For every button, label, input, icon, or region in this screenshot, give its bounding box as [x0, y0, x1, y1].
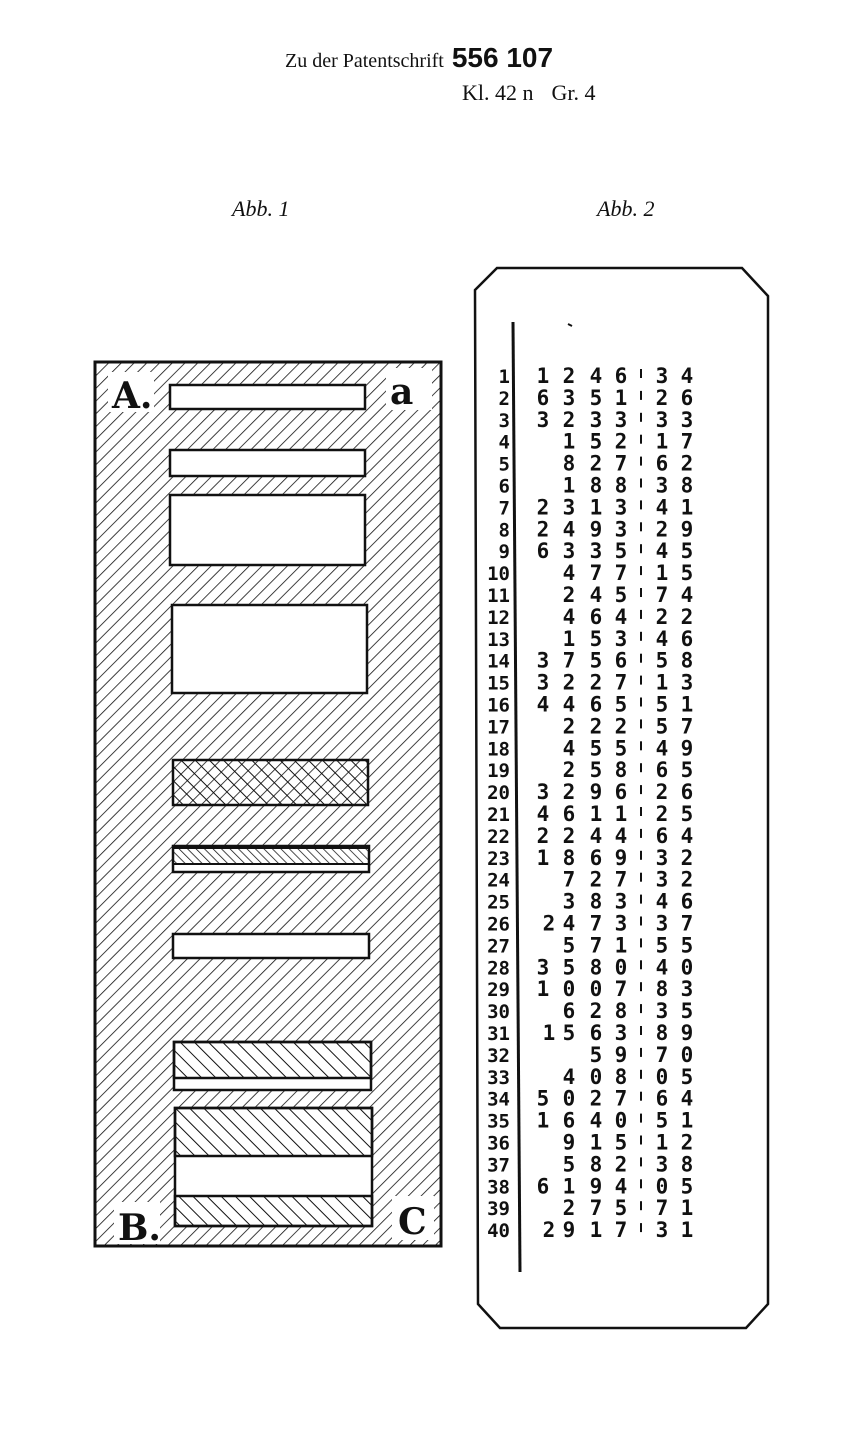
- table-cell: 7: [614, 561, 628, 586]
- row-index: 27: [487, 935, 510, 958]
- table-cell: 3: [562, 495, 576, 520]
- row-index: 36: [487, 1132, 510, 1155]
- hatched-field: [175, 1196, 372, 1226]
- table-cell: 5: [680, 561, 694, 586]
- row-index: 3: [498, 409, 510, 432]
- table-cell: 6: [680, 780, 694, 805]
- table-cell: 8: [562, 451, 576, 476]
- table-cell: 2: [542, 1218, 556, 1243]
- table-cell: 5: [680, 999, 694, 1024]
- table-cell: 1: [562, 429, 576, 454]
- table-cell: 2: [614, 429, 628, 454]
- table-cell: 3: [680, 407, 694, 432]
- table-cell: 4: [680, 1086, 694, 1111]
- table-cell: 4: [562, 692, 576, 717]
- table-cell: 7: [614, 867, 628, 892]
- table-cell: 7: [589, 933, 603, 958]
- table-cell: 3: [589, 539, 603, 564]
- table-cell: 5: [614, 583, 628, 607]
- row-index: 22: [487, 825, 510, 848]
- table-cell: 9: [562, 1130, 576, 1155]
- table-cell: 4: [680, 364, 694, 388]
- patent-number: 556 107: [451, 42, 554, 73]
- table-cell: 5: [655, 692, 669, 717]
- table-cell: 2: [536, 495, 550, 520]
- table-cell: 2: [655, 517, 669, 542]
- table-cell: 4: [680, 823, 694, 848]
- table-cell: 2: [589, 670, 603, 695]
- table-cell: 1: [542, 1021, 556, 1045]
- table-cell: 1: [680, 495, 694, 520]
- table-cell: 3: [614, 889, 628, 914]
- table-cell: 5: [589, 736, 603, 761]
- table-cell: 8: [680, 473, 694, 498]
- table-cell: 9: [680, 517, 694, 542]
- table-cell: 7: [655, 1196, 669, 1221]
- table-cell: 7: [655, 1042, 669, 1067]
- table-cell: 5: [655, 714, 669, 739]
- table-cell: 4: [655, 626, 669, 651]
- table-cell: 2: [562, 780, 576, 805]
- table-cell: 3: [614, 495, 628, 520]
- table-cell: 3: [614, 1021, 628, 1045]
- table-cell: 6: [589, 604, 603, 629]
- table-cell: 5: [680, 802, 694, 826]
- table-cell: 5: [589, 1042, 603, 1067]
- table-cell: 1: [562, 626, 576, 651]
- row-index: 20: [487, 782, 510, 805]
- table-cell: 3: [614, 407, 628, 432]
- table-cell: 2: [589, 999, 603, 1024]
- table-cell: 9: [589, 780, 603, 805]
- table-cell: 0: [680, 1042, 694, 1067]
- table-cell: 1: [589, 802, 603, 826]
- table-cell: 1: [589, 495, 603, 520]
- table-cell: 1: [655, 561, 669, 586]
- table-cell: 0: [614, 955, 628, 980]
- table-cell: 2: [589, 867, 603, 892]
- table-cell: 5: [680, 1064, 694, 1089]
- table-cell: 1: [536, 977, 550, 1002]
- row-index: 39: [487, 1198, 510, 1221]
- table-cell: 4: [655, 539, 669, 564]
- row-index: 31: [487, 1023, 510, 1045]
- table-cell: 2: [655, 802, 669, 826]
- table-cell: 3: [614, 911, 628, 936]
- table-cell: 2: [680, 867, 694, 892]
- table-cell: 3: [655, 867, 669, 892]
- table-cell: 6: [655, 1086, 669, 1111]
- table-cell: 7: [589, 1196, 603, 1221]
- table-cell: 5: [614, 1196, 628, 1221]
- figure1-card: [95, 362, 441, 1249]
- table-cell: 5: [680, 539, 694, 564]
- window-slot: [170, 385, 365, 409]
- table-cell: 6: [536, 539, 550, 564]
- table-cell: 1: [655, 1130, 669, 1155]
- table-cell: 8: [589, 1152, 603, 1177]
- table-cell: 1: [536, 1108, 550, 1133]
- hatched-field: [174, 1042, 371, 1078]
- table-cell: 7: [589, 911, 603, 936]
- index-divider: [513, 322, 520, 1272]
- row-index: 16: [487, 694, 510, 717]
- table-cell: 6: [655, 451, 669, 476]
- table-cell: 3: [536, 780, 550, 805]
- table-cell: 5: [655, 933, 669, 958]
- table-cell: 2: [562, 583, 576, 607]
- table-cell: 9: [680, 1021, 694, 1045]
- table-cell: 7: [614, 1086, 628, 1111]
- row-index: 28: [487, 957, 510, 980]
- window-slot: [173, 934, 369, 958]
- row-index: 2: [498, 387, 510, 410]
- table-cell: 2: [562, 714, 576, 739]
- table-cell: 2: [655, 780, 669, 805]
- row-index: 32: [487, 1044, 510, 1067]
- row-index: 26: [487, 913, 510, 936]
- table-cell: 3: [680, 977, 694, 1002]
- window-slot: [170, 450, 365, 476]
- table-cell: 5: [562, 933, 576, 958]
- figure1-caption: Abb. 1: [232, 196, 290, 221]
- table-cell: 6: [614, 780, 628, 805]
- table-cell: 6: [680, 385, 694, 410]
- table-cell: 6: [562, 802, 576, 826]
- table-cell: 2: [589, 1086, 603, 1111]
- table-cell: 1: [680, 692, 694, 717]
- table-cell: 8: [614, 473, 628, 498]
- table-cell: 5: [614, 1130, 628, 1155]
- row-index: 4: [498, 431, 510, 454]
- table-cell: 5: [589, 758, 603, 783]
- table-cell: 1: [680, 1218, 694, 1243]
- table-cell: 3: [655, 1218, 669, 1243]
- table-cell: 3: [536, 670, 550, 695]
- table-cell: 0: [655, 1174, 669, 1199]
- table-cell: 7: [614, 1218, 628, 1243]
- table-cell: 1: [562, 1174, 576, 1199]
- row-index: 7: [498, 497, 510, 520]
- table-cell: 7: [680, 714, 694, 739]
- table-cell: 4: [655, 955, 669, 980]
- row-index: 30: [487, 1001, 510, 1024]
- row-index: 6: [498, 475, 510, 498]
- klasse-label: Kl. 42 n: [462, 80, 534, 105]
- table-cell: 3: [680, 670, 694, 695]
- table-cell: 1: [614, 385, 628, 410]
- table-cell: 3: [536, 648, 550, 673]
- table-cell: 2: [562, 670, 576, 695]
- table-cell: 2: [562, 407, 576, 432]
- table-cell: 4: [614, 604, 628, 629]
- table-cell: 7: [589, 561, 603, 586]
- table-cell: 2: [655, 604, 669, 629]
- table-cell: 5: [655, 648, 669, 673]
- table-cell: 8: [562, 845, 576, 870]
- table-cell: 1: [680, 1108, 694, 1133]
- row-index: 24: [487, 869, 510, 892]
- row-index: 38: [487, 1176, 510, 1199]
- table-cell: 8: [589, 473, 603, 498]
- table-cell: 4: [562, 604, 576, 629]
- row-index: 10: [487, 563, 510, 586]
- table-cell: 4: [562, 517, 576, 542]
- table-cell: 6: [589, 845, 603, 870]
- table-cell: 9: [589, 517, 603, 542]
- table-cell: 2: [589, 451, 603, 476]
- table-cell: 3: [655, 845, 669, 870]
- table-cell: 4: [589, 1108, 603, 1133]
- table-cell: 0: [562, 1086, 576, 1111]
- table-cell: 5: [614, 736, 628, 761]
- table-cell: 3: [655, 1152, 669, 1177]
- table-cell: 7: [680, 429, 694, 454]
- table-cell: 4: [614, 1174, 628, 1199]
- figure2-table: [475, 268, 768, 1328]
- table-cell: 1: [562, 473, 576, 498]
- table-cell: 6: [536, 385, 550, 410]
- table-cell: 5: [562, 955, 576, 980]
- table-cell: 3: [536, 407, 550, 432]
- table-cell: 0: [614, 1108, 628, 1133]
- table-cell: 3: [655, 911, 669, 936]
- table-cell: 1: [536, 845, 550, 870]
- table-cell: 6: [680, 889, 694, 914]
- table-cell: 1: [536, 364, 550, 388]
- row-index: 15: [487, 672, 510, 695]
- table-cell: 9: [614, 845, 628, 870]
- table-cell: 6: [589, 1021, 603, 1045]
- table-cell: 4: [589, 823, 603, 848]
- table-cell: 4: [562, 911, 576, 936]
- row-index: 33: [487, 1066, 510, 1089]
- table-cell: 4: [536, 802, 550, 826]
- table-cell: 6: [655, 823, 669, 848]
- table-cell: 4: [562, 1064, 576, 1089]
- row-index: 1: [498, 366, 510, 388]
- table-cell: 5: [614, 692, 628, 717]
- table-cell: 2: [562, 1196, 576, 1221]
- row-index: 29: [487, 979, 510, 1002]
- table-cell: 8: [614, 999, 628, 1024]
- table-cell: 5: [562, 1152, 576, 1177]
- table-cell: 8: [655, 977, 669, 1002]
- row-index: 25: [487, 891, 510, 914]
- row-index: 34: [487, 1088, 510, 1111]
- table-cell: 3: [614, 626, 628, 651]
- hatched-field: [175, 1108, 372, 1156]
- table-cell: 5: [655, 1108, 669, 1133]
- table-cell: 4: [589, 364, 603, 388]
- corner-label-top-right: a: [390, 371, 414, 413]
- row-index: 17: [487, 716, 510, 739]
- table-cell: 5: [680, 1174, 694, 1199]
- table-cell: 7: [614, 451, 628, 476]
- gruppe-label: Gr. 4: [551, 80, 596, 105]
- row-index: 14: [487, 650, 510, 673]
- table-cell: 0: [680, 955, 694, 980]
- table-cell: 2: [680, 451, 694, 476]
- table-cell: 8: [680, 1152, 694, 1177]
- table-cell: 5: [589, 429, 603, 454]
- table-cell: 9: [589, 1174, 603, 1199]
- row-index: 40: [487, 1220, 510, 1243]
- table-cell: 2: [562, 823, 576, 848]
- table-cell: 1: [655, 670, 669, 695]
- table-cell: 9: [614, 1042, 628, 1067]
- table-cell: 1: [680, 1196, 694, 1221]
- table-cell: 4: [562, 561, 576, 586]
- table-cell: 0: [655, 1064, 669, 1089]
- row-index: 23: [487, 847, 510, 870]
- table-cell: 3: [655, 407, 669, 432]
- table-cell: 0: [589, 1064, 603, 1089]
- table-cell: 4: [680, 583, 694, 607]
- table-cell: 2: [536, 517, 550, 542]
- hatched-field: [173, 760, 368, 805]
- row-index: 8: [498, 519, 510, 542]
- table-cell: 7: [614, 670, 628, 695]
- table-cell: 2: [680, 845, 694, 870]
- table-cell: 2: [562, 758, 576, 783]
- table-cell: 5: [536, 1086, 550, 1111]
- table-cell: 3: [655, 999, 669, 1024]
- row-index: 12: [487, 606, 510, 629]
- table-cell: 2: [680, 1130, 694, 1155]
- table-cell: 3: [655, 473, 669, 498]
- table-cell: 8: [680, 648, 694, 673]
- table-cell: 3: [562, 539, 576, 564]
- table-cell: 6: [589, 692, 603, 717]
- table-cell: 4: [655, 736, 669, 761]
- header-prefix: Zu der Patentschrift: [285, 50, 444, 72]
- table-cell: 6: [562, 1108, 576, 1133]
- table-cell: 4: [589, 583, 603, 607]
- table-cell: 2: [562, 364, 576, 388]
- table-cell: 0: [589, 977, 603, 1002]
- table-cell: 1: [614, 933, 628, 958]
- table-cell: 8: [614, 1064, 628, 1089]
- table-cell: 3: [536, 955, 550, 980]
- table-cell: 5: [680, 758, 694, 783]
- row-index: 13: [487, 628, 510, 651]
- table-cell: 8: [589, 955, 603, 980]
- window-slot: [170, 495, 365, 565]
- hatched-field: [173, 848, 369, 864]
- row-index: 37: [487, 1154, 510, 1177]
- table-cell: 6: [655, 758, 669, 783]
- row-index: 9: [498, 541, 510, 564]
- table-cell: 5: [680, 933, 694, 958]
- table-cell: 1: [589, 1218, 603, 1243]
- table-cell: 2: [614, 714, 628, 739]
- table-cell: 4: [536, 692, 550, 717]
- table-cell: 2: [589, 714, 603, 739]
- table-cell: 7: [655, 583, 669, 607]
- table-cell: 5: [562, 1021, 576, 1045]
- table-cell: 8: [614, 758, 628, 783]
- row-index: 21: [487, 804, 510, 826]
- table-cell: 7: [562, 867, 576, 892]
- table-cell: 9: [562, 1218, 576, 1243]
- table-cell: 7: [680, 911, 694, 936]
- table-cell: 6: [536, 1174, 550, 1199]
- table-cell: 4: [655, 495, 669, 520]
- table-cell: 2: [536, 823, 550, 848]
- table-cell: 2: [614, 1152, 628, 1177]
- table-cell: 3: [614, 517, 628, 542]
- row-index: 11: [487, 585, 510, 607]
- corner-label-bottom-left: B.: [118, 1207, 161, 1249]
- table-cell: 1: [614, 802, 628, 826]
- table-cell: 7: [562, 648, 576, 673]
- table-cell: 5: [589, 626, 603, 651]
- row-index: 35: [487, 1110, 510, 1133]
- table-cell: 8: [589, 889, 603, 914]
- table-cell: 3: [655, 364, 669, 388]
- corner-label-bottom-right: C: [398, 1201, 427, 1243]
- window-slot: [172, 605, 367, 693]
- figure2-caption: Abb. 2: [597, 196, 655, 221]
- table-cell: 5: [589, 385, 603, 410]
- table-cell: 8: [655, 1021, 669, 1045]
- table-cell: 6: [614, 648, 628, 673]
- table-cell: 5: [589, 648, 603, 673]
- table-cell: 6: [562, 999, 576, 1024]
- table-cell: 1: [589, 1130, 603, 1155]
- table-cell: 2: [542, 911, 556, 936]
- row-index: 5: [498, 453, 510, 476]
- table-cell: 3: [589, 407, 603, 432]
- table-cell: 1: [655, 429, 669, 454]
- table-cell: 0: [562, 977, 576, 1002]
- table-cell: 4: [655, 889, 669, 914]
- table-cell: 6: [614, 364, 628, 388]
- table-cell: 2: [680, 604, 694, 629]
- table-cell: 4: [614, 823, 628, 848]
- table-cell: 6: [680, 626, 694, 651]
- row-index: 19: [487, 760, 510, 783]
- table-cell: 2: [655, 385, 669, 410]
- row-index: 18: [487, 738, 510, 761]
- table-cell: 3: [562, 889, 576, 914]
- table-cell: 9: [680, 736, 694, 761]
- corner-label-top-left: A.: [112, 375, 153, 417]
- table-cell: 5: [614, 539, 628, 564]
- table-cell: 4: [562, 736, 576, 761]
- table-cell: 7: [614, 977, 628, 1002]
- table-cell: 3: [562, 385, 576, 410]
